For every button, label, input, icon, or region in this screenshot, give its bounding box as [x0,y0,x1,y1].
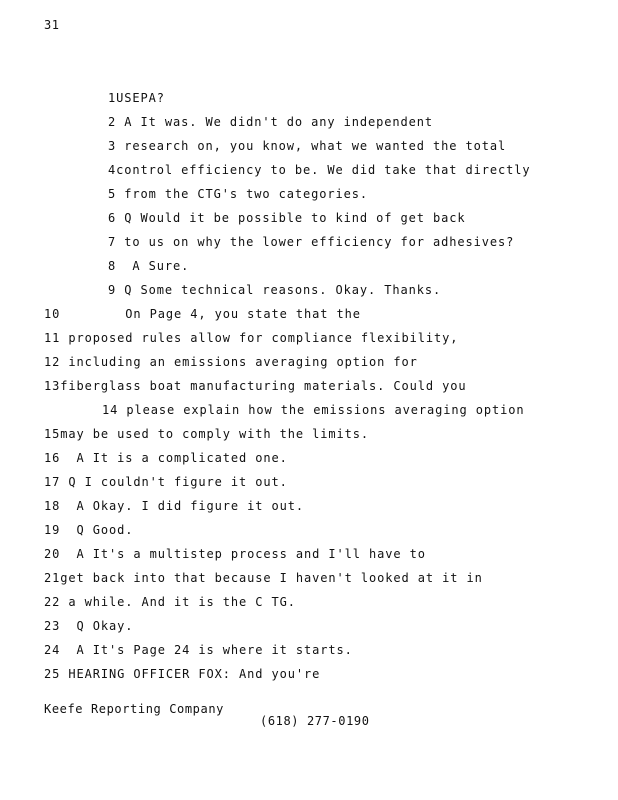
line-text: A It was. We didn't do any independent [124,115,433,129]
line-number: 18 [44,499,61,513]
line-text: Q Would it be possible to kind of get back [124,211,466,225]
transcript-line [108,210,465,226]
line-text: HEARING OFFICER FOX: And you're [68,667,321,681]
line-text: please explain how the emissions averaging option [126,403,525,417]
transcript-line [108,90,165,106]
transcript-line [44,642,353,658]
transcript-line [108,114,433,130]
line-number: 17 [44,475,61,489]
line-number: 14 [102,403,119,417]
line-number: 4 [108,163,117,177]
line-number: 22 [44,595,61,609]
line-text: proposed rules allow for compliance flexibility, [68,331,459,345]
transcript-line [44,522,133,538]
line-number: 12 [44,355,61,369]
line-number: 5 [108,187,117,201]
transcript-line [108,234,514,250]
line-number: 1 [108,91,117,105]
line-text: A It's Page 24 is where it starts. [76,643,353,657]
line-number: 24 [44,643,61,657]
line-number: 3 [108,139,117,153]
line-text: A It is a complicated one. [76,451,288,465]
transcript-line [108,186,368,202]
line-text: control efficiency to be. We did take that directly [116,163,531,177]
line-text: Q Some technical reasons. Okay. Thanks. [124,283,442,297]
transcript-line [44,474,288,490]
line-number: 10 [44,307,61,321]
footer-company: Keefe Reporting Company [44,702,224,716]
transcript-line [44,306,361,322]
transcript-line [44,618,133,634]
line-text: A Sure. [132,259,190,273]
transcript-line [44,330,458,346]
transcript-line [44,498,304,514]
transcript-line [44,378,466,394]
line-text: Q I couldn't figure it out. [68,475,288,489]
footer-phone: (618) 277-0190 [260,714,370,728]
line-number: 15 [44,427,61,441]
transcript-line [44,594,296,610]
line-number: 7 [108,235,117,249]
line-number: 9 [108,283,117,297]
transcript-line [44,570,483,586]
transcript-line [108,138,506,154]
line-text: A Okay. I did figure it out. [76,499,304,513]
line-text: A It's a multistep process and I'll have to [76,547,426,561]
line-text: a while. And it is the C TG. [68,595,296,609]
line-text: may be used to comply with the limits. [60,427,369,441]
transcript-line [44,426,369,442]
transcript-line [44,354,418,370]
line-number: 13 [44,379,61,393]
transcript-line [108,162,530,178]
line-text: Q Good. [76,523,134,537]
line-number: 2 [108,115,117,129]
transcript-line [108,258,189,274]
line-text: get back into that because I haven't looked at it in [60,571,483,585]
line-text: research on, you know, what we wanted the total [124,139,507,153]
line-text: fiberglass boat manufacturing materials. Could you [60,379,467,393]
line-text: including an emissions averaging option for [68,355,418,369]
transcript-line [44,666,320,682]
transcript-line [102,402,524,418]
line-number: 11 [44,331,61,345]
line-number: 16 [44,451,61,465]
transcript-line [108,282,441,298]
page-number: 31 [44,18,60,32]
line-text: Q Okay. [76,619,134,633]
transcript-line [44,450,288,466]
line-number: 21 [44,571,61,585]
line-text: USEPA? [116,91,165,105]
line-text: to us on why the lower efficiency for adhesives? [124,235,515,249]
line-number: 25 [44,667,61,681]
transcript-line [44,546,426,562]
line-number: 8 [108,259,117,273]
line-number: 23 [44,619,61,633]
line-number: 6 [108,211,117,225]
line-number: 20 [44,547,61,561]
line-number: 19 [44,523,61,537]
line-text: On Page 4, you state that the [125,307,361,321]
line-text: from the CTG's two categories. [124,187,368,201]
